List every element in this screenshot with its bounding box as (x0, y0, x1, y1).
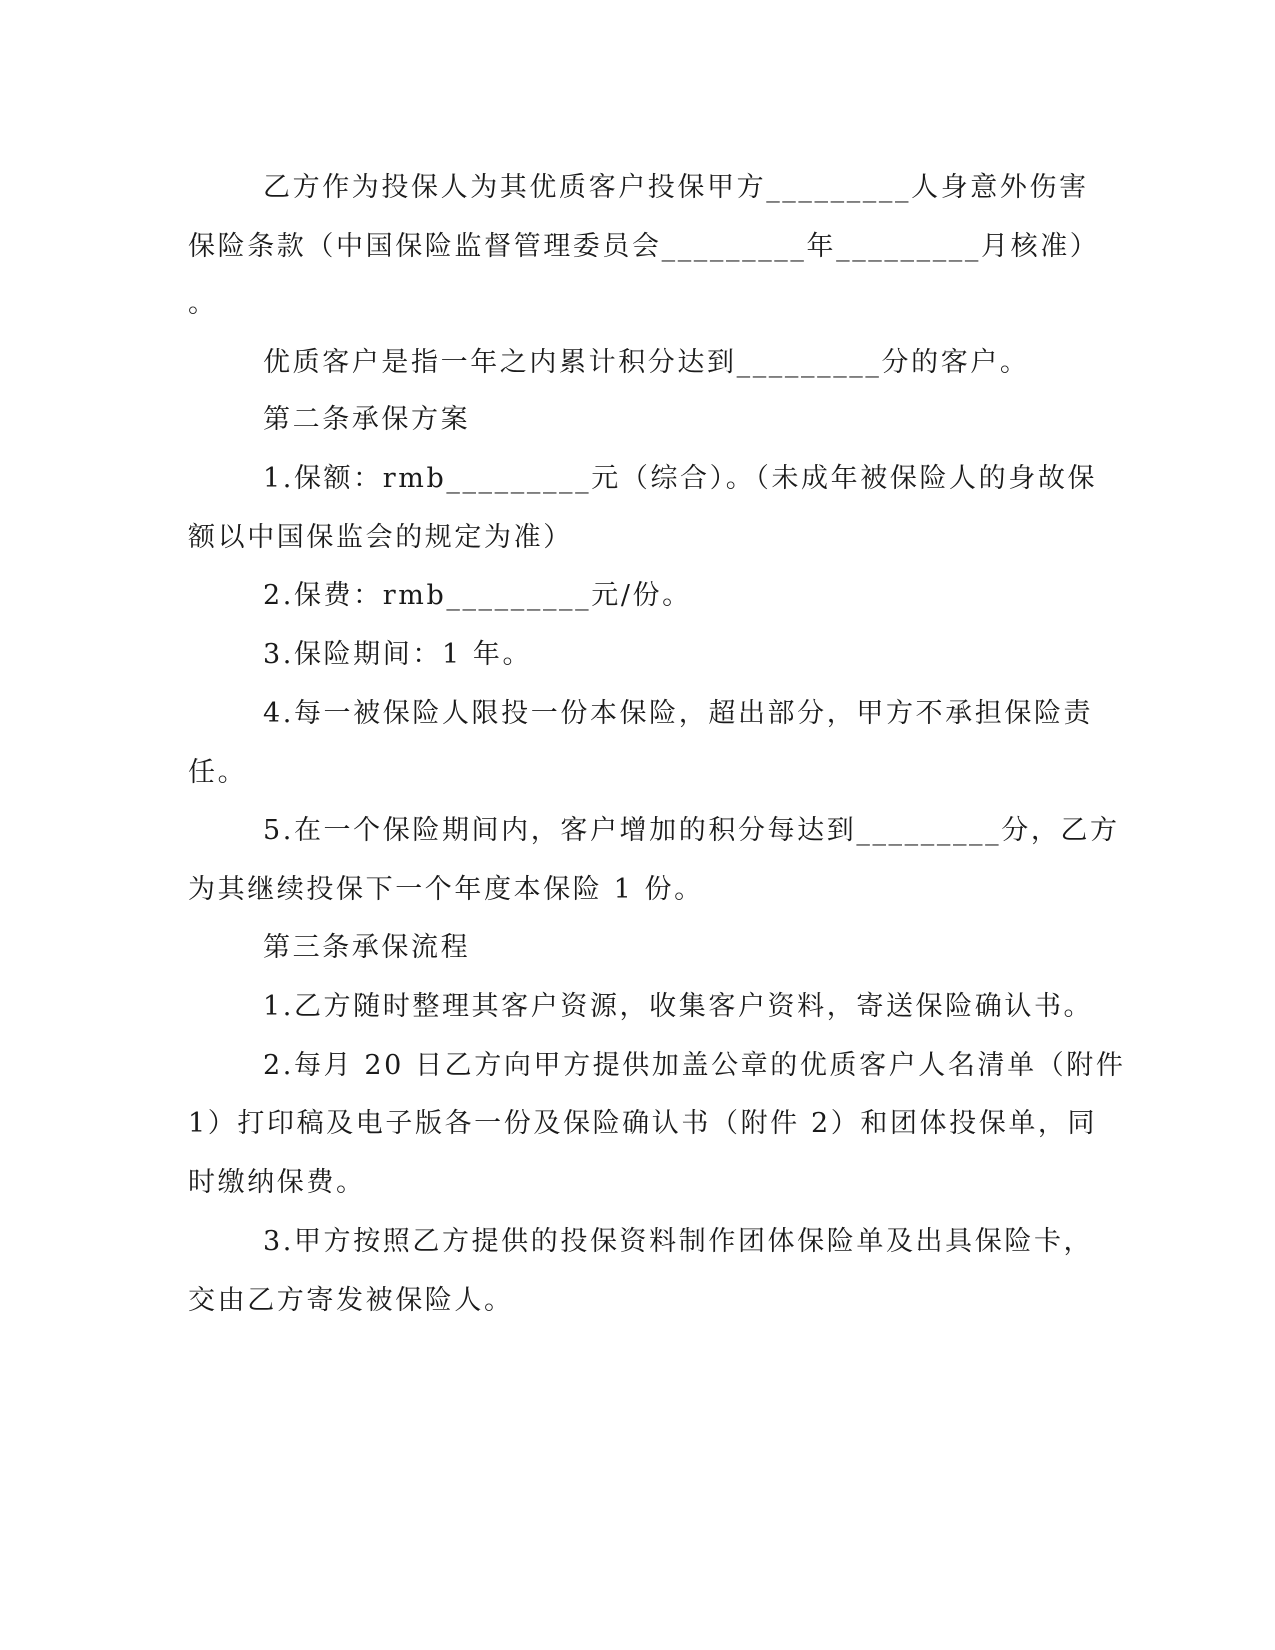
paragraph-line: 3.甲方按照乙方提供的投保资料制作团体保险单及出具保险卡， (263, 1226, 1094, 1257)
paragraph-line: 乙方作为投保人为其优质客户投保甲方_________人身意外伤害 (263, 172, 1089, 203)
section-heading: 第三条承保流程 (263, 932, 471, 963)
section-heading: 第二条承保方案 (263, 404, 471, 435)
paragraph-line: 3.保险期间：1 年。 (263, 639, 533, 670)
paragraph-line: 优质客户是指一年之内累计积分达到_________分的客户。 (263, 347, 1030, 378)
paragraph-line: 1.保额：rmb_________元（综合）。（未成年被保险人的身故保 (263, 463, 1098, 494)
paragraph-line: 保险条款（中国保险监督管理委员会_________年_________月核准） (188, 231, 1100, 262)
paragraph-line: 。 (188, 288, 218, 319)
paragraph-line: 任。 (188, 757, 248, 788)
paragraph-line: 1.乙方随时整理其客户资源，收集客户资料，寄送保险确认书。 (263, 991, 1094, 1022)
paragraph-line: 2.保费：rmb_________元/份。 (263, 580, 692, 611)
paragraph-line: 时缴纳保费。 (188, 1167, 366, 1198)
paragraph-line: 5.在一个保险期间内，客户增加的积分每达到_________分，乙方 (263, 815, 1120, 846)
paragraph-line: 1）打印稿及电子版各一份及保险确认书（附件 2）和团体投保单，同 (188, 1108, 1098, 1139)
paragraph-line: 4.每一被保险人限投一份本保险，超出部分，甲方不承担保险责 (263, 698, 1094, 729)
paragraph-line: 额以中国保监会的规定为准） (188, 522, 573, 553)
paragraph-line: 交由乙方寄发被保险人。 (188, 1285, 514, 1316)
paragraph-line: 为其继续投保下一个年度本保险 1 份。 (188, 874, 704, 905)
paragraph-line: 2.每月 20 日乙方向甲方提供加盖公章的优质客户人名清单（附件 (263, 1050, 1126, 1081)
